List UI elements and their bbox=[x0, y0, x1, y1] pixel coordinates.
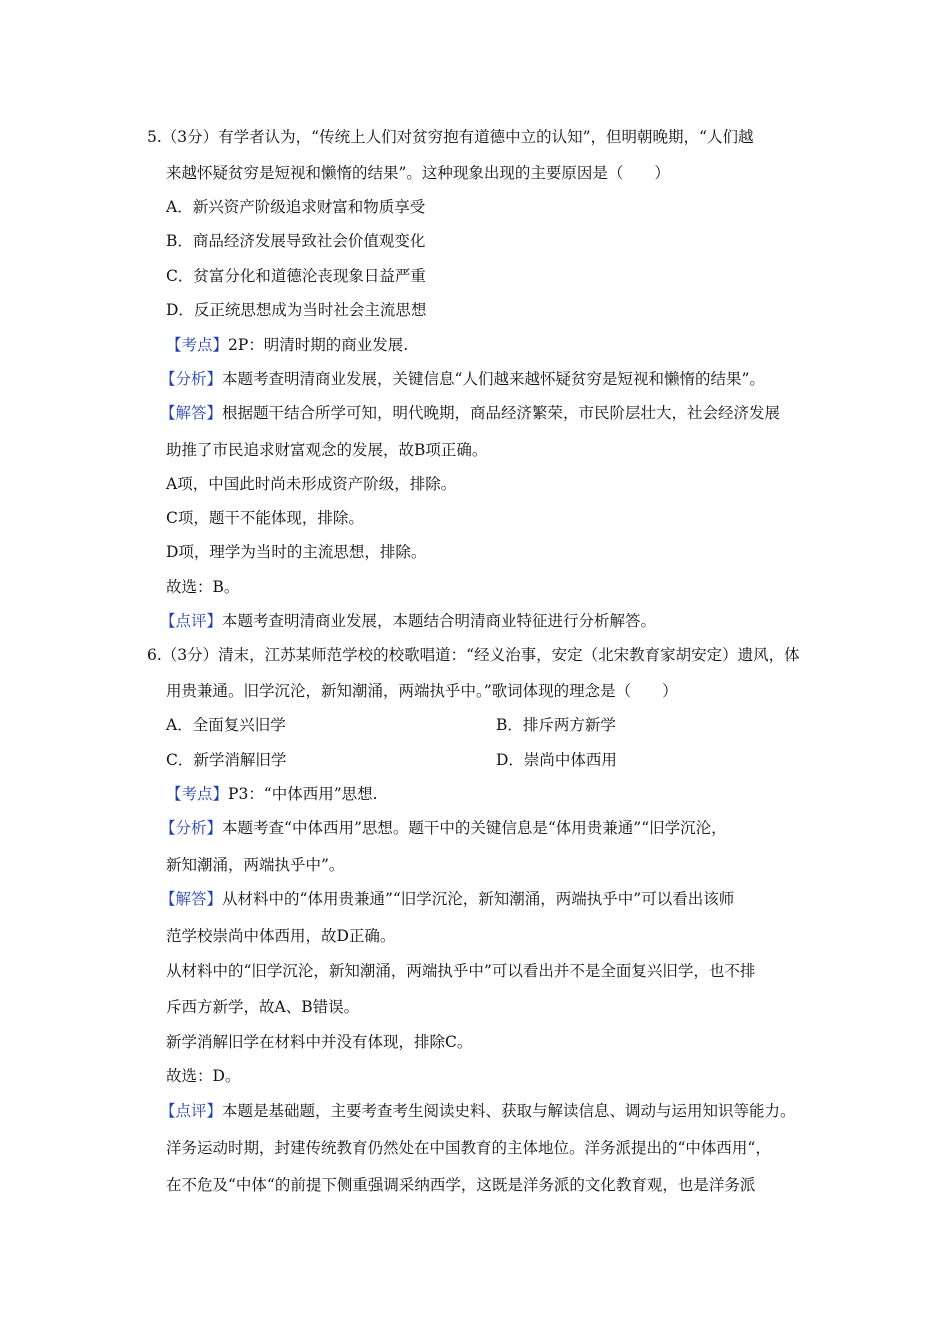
q6-dianping bbox=[160, 1101, 796, 1121]
q5-stem-line1 bbox=[147, 127, 753, 147]
q5-fenxi-text: 本题考查明清商业发展，关键信息“人们越来越怀疑贫穷是短视和懒惰的结果”。 bbox=[222, 370, 765, 388]
q5-fenxi bbox=[160, 369, 765, 389]
q5-fenxi-tag: 【分析】 bbox=[160, 370, 223, 388]
q6-dianping-text: 本题是基础题，主要考查考生阅读史料、获取与解读信息、调动与运用知识等能力。 bbox=[222, 1102, 796, 1120]
q5-kaodian-tag: 【考点】 bbox=[166, 336, 229, 354]
q5-jieda-line2: 助推了市民追求财富观念的发展，故B项正确。 bbox=[166, 441, 488, 459]
q6-number: 6. bbox=[147, 646, 162, 664]
q5-option-c: C．贫富分化和道德沦丧现象日益严重 bbox=[166, 267, 426, 285]
q6-option-c: C．新学消解旧学 bbox=[166, 751, 287, 769]
q5-stem-line2: 来越怀疑贫穷是短视和懒惰的结果”。这种现象出现的主要原因是（ ） bbox=[166, 164, 670, 182]
q5-jieda-d: D项，理学为当时的主流思想，排除。 bbox=[166, 543, 427, 561]
q6-dianping-tag: 【点评】 bbox=[160, 1102, 223, 1120]
q6-kaodian-text: P3：“中体西用”思想. bbox=[228, 785, 378, 803]
q6-jieda-line3: 从材料中的“旧学沉沦，新知潮涌，两端执乎中”可以看出并不是全面复兴旧学，也不排 bbox=[166, 962, 756, 980]
q6-jieda-line5: 新学消解旧学在材料中并没有体现，排除C。 bbox=[166, 1033, 473, 1051]
q5-score: （3分） bbox=[161, 128, 219, 146]
q6-jieda-text: 从材料中的“体用贵兼通”“旧学沉沦，新知潮涌，两端执乎中”可以看出该师 bbox=[222, 890, 735, 908]
q6-kaodian bbox=[166, 784, 378, 804]
q6-option-a: A．全面复兴旧学 bbox=[166, 716, 286, 734]
q6-fenxi-line2: 新知潮涌，两端执乎中”。 bbox=[166, 856, 345, 874]
q5-option-d: D．反正统思想成为当时社会主流思想 bbox=[166, 301, 427, 319]
q6-dianping-line3: 在不危及“中体“的前提下侧重强调采纳西学，这既是洋务派的文化教育观，也是洋务派 bbox=[166, 1176, 756, 1194]
q6-jieda bbox=[160, 889, 734, 909]
q5-jieda-text: 根据题干结合所学可知，明代晚期，商品经济繁荣，市民阶层壮大，社会经济发展 bbox=[222, 404, 781, 422]
q6-jieda-tag: 【解答】 bbox=[160, 890, 223, 908]
q5-answer: 故选：B。 bbox=[166, 578, 240, 596]
q5-kaodian-text: 2P：明清时期的商业发展. bbox=[228, 336, 409, 354]
q6-score: （3分） bbox=[161, 646, 219, 664]
q5-dianping-tag: 【点评】 bbox=[160, 612, 223, 630]
q5-dianping-text: 本题考查明清商业发展，本题结合明清商业特征进行分析解答。 bbox=[222, 612, 657, 630]
q6-option-d: D．崇尚中体西用 bbox=[496, 751, 617, 769]
q6-fenxi bbox=[160, 818, 727, 838]
q6-kaodian-tag: 【考点】 bbox=[166, 785, 229, 803]
q5-kaodian bbox=[166, 335, 408, 355]
q6-stem-text: 清末，江苏某师范学校的校歌唱道：“经义治事，安定（北宋教育家胡安定）遗风，体 bbox=[218, 646, 800, 664]
q5-jieda bbox=[160, 403, 780, 423]
q5-jieda-a: A项，中国此时尚未形成资产阶级，排除。 bbox=[166, 475, 457, 493]
q6-option-b: B．排斥两方新学 bbox=[496, 716, 616, 734]
q6-fenxi-tag: 【分析】 bbox=[160, 819, 223, 837]
q5-dianping bbox=[160, 611, 656, 631]
q6-jieda-line4: 斥西方新学，故A、B错误。 bbox=[166, 998, 360, 1016]
q5-stem-text: 有学者认为，“传统上人们对贫穷抱有道德中立的认知”，但明朝晚期，“人们越 bbox=[218, 128, 754, 146]
q6-fenxi-text: 本题考查“中体西用”思想。题干中的关键信息是“体用贵兼通”“旧学沉沦， bbox=[222, 819, 727, 837]
q5-number: 5. bbox=[147, 128, 162, 146]
q5-jieda-tag: 【解答】 bbox=[160, 404, 223, 422]
q6-stem-line1 bbox=[147, 645, 800, 665]
q5-option-a: A．新兴资产阶级追求财富和物质享受 bbox=[166, 198, 426, 216]
q6-stem-line2: 用贵兼通。旧学沉沦，新知潮涌，两端执乎中。”歌词体现的理念是（ ） bbox=[166, 682, 678, 700]
q5-jieda-c: C项，题干不能体现，排除。 bbox=[166, 509, 364, 527]
q6-answer: 故选：D。 bbox=[166, 1067, 241, 1085]
q6-jieda-line2: 范学校崇尚中体西用，故D正确。 bbox=[166, 927, 396, 945]
q5-option-b: B．商品经济发展导致社会价值观变化 bbox=[166, 232, 426, 250]
q6-dianping-line2: 洋务运动时期，封建传统教育仍然处在中国教育的主体地位。洋务派提出的“中体西用“， bbox=[166, 1139, 771, 1157]
